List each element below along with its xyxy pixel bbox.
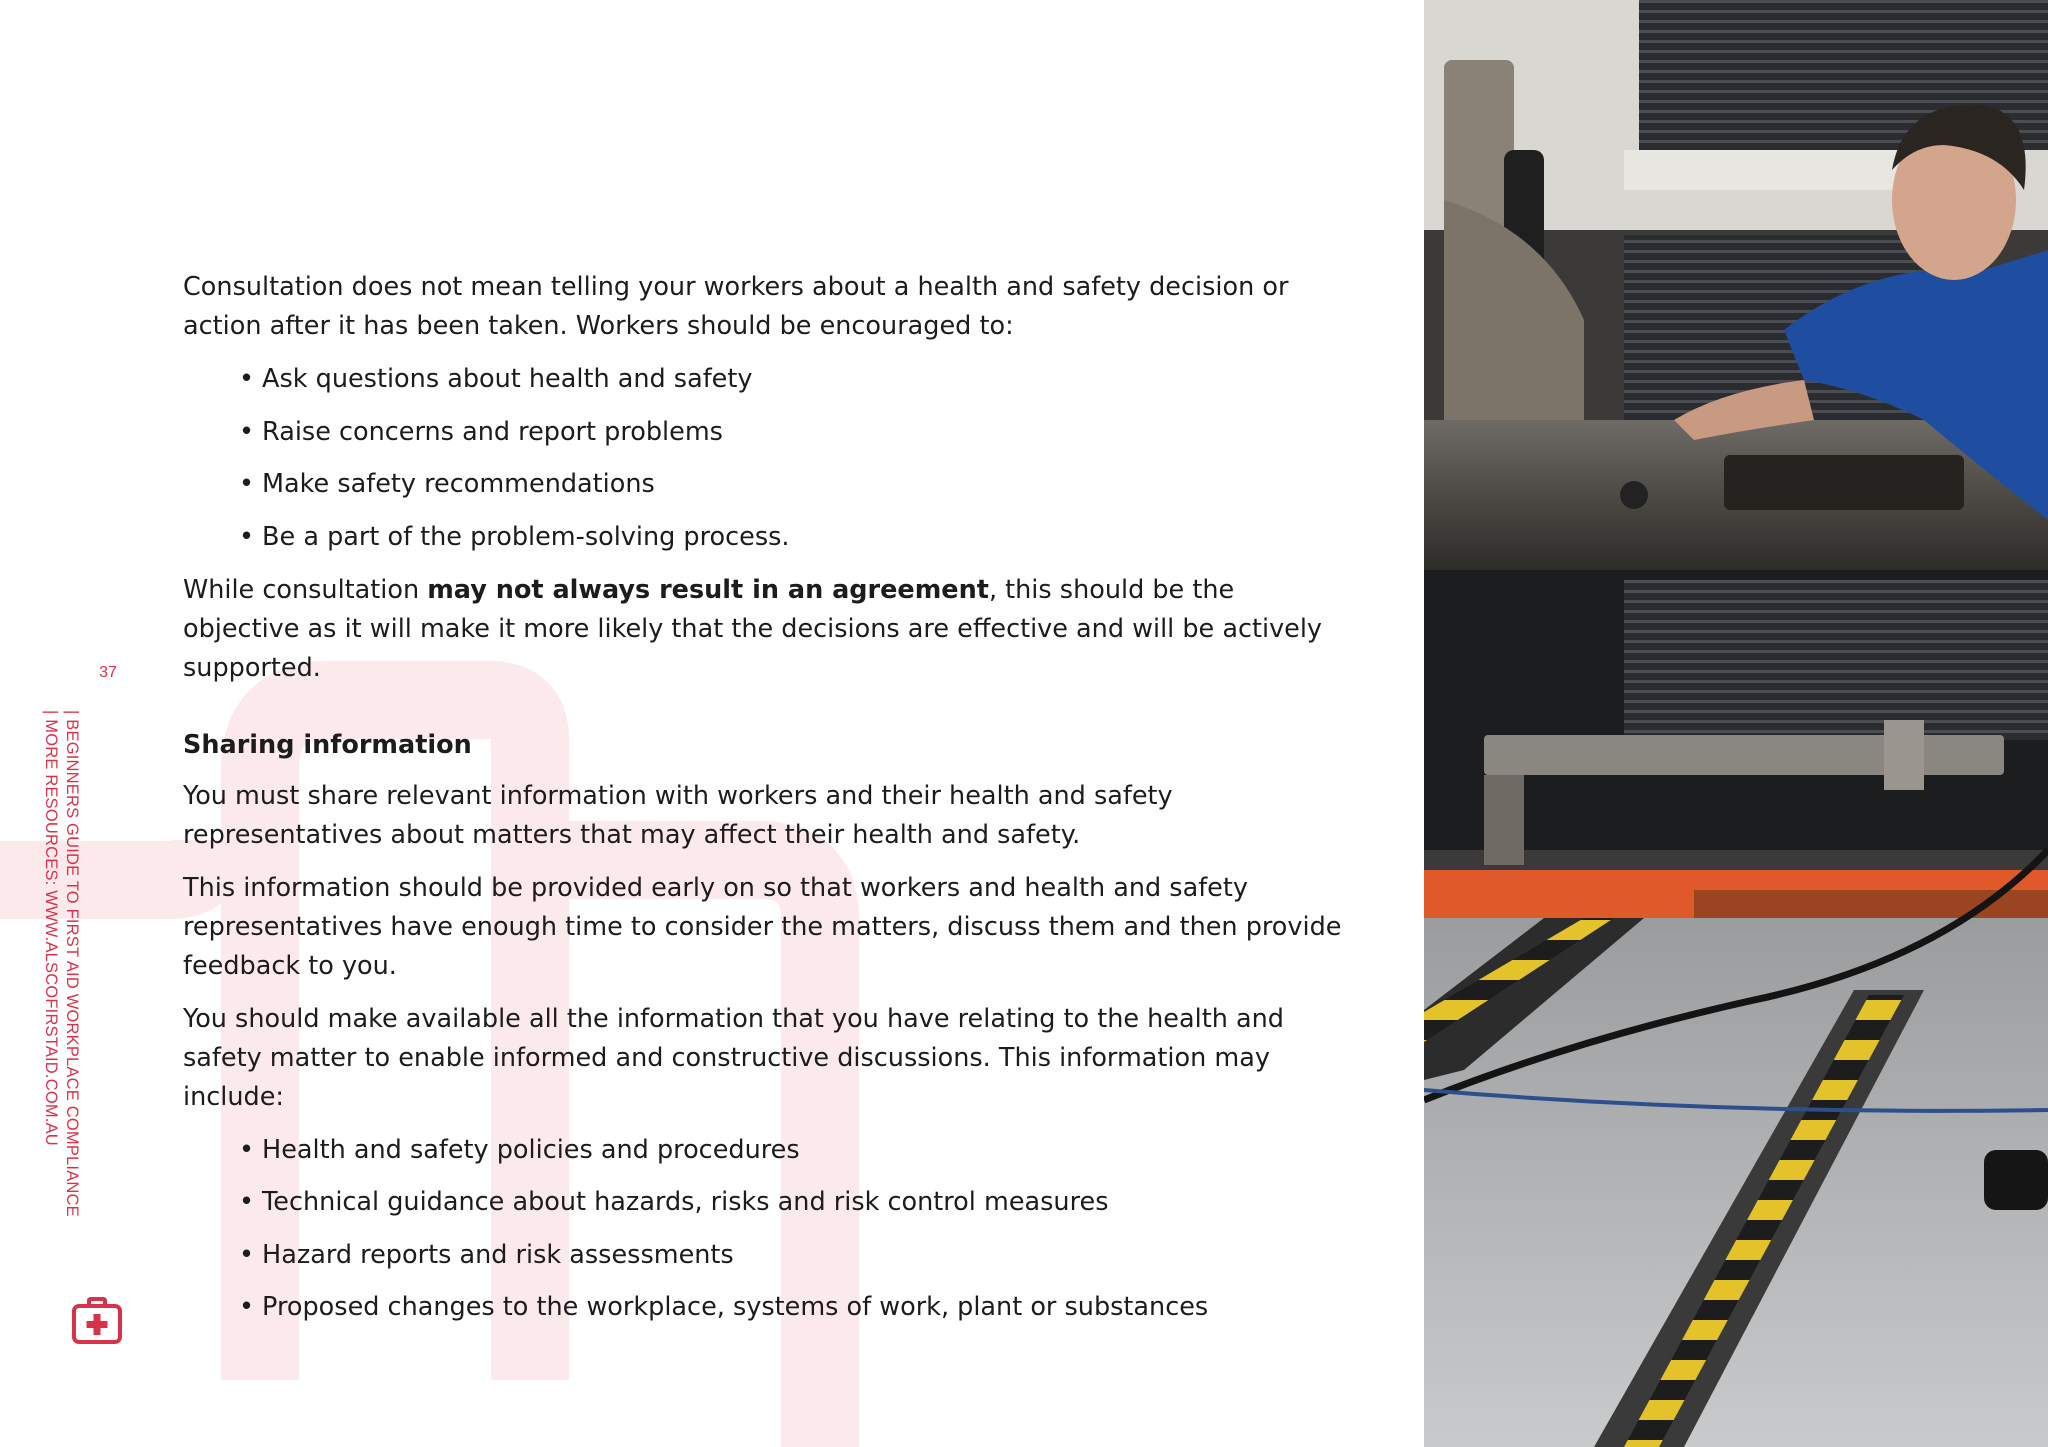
list-item: • Proposed changes to the workplace, systems of work, plant or substances [239, 1288, 1353, 1327]
list-item: • Technical guidance about hazards, risks and risk control measures [239, 1183, 1353, 1222]
intro-paragraph: Consultation does not mean telling your workers about a health and safety decision or action after it has been taken. Workers should be encouraged to: [183, 272, 1289, 341]
agreement-emphasis: may not always result in an agreement [427, 574, 989, 605]
list-item: • Be a part of the problem-solving process. [239, 518, 1353, 557]
sidebar-guide-title-text: BEGINNERS GUIDE TO FIRST AID WORKPLACE COMPLIANCE [63, 719, 81, 1217]
sidebar-resources-text: MORE RESOURCES: WWW.ALSCOFIRSTAID.COM.AU [42, 719, 60, 1146]
mechanic-illustration [1424, 0, 2048, 1447]
page-number: 37 [99, 664, 117, 681]
list-item: • Health and safety policies and procedures [239, 1131, 1353, 1170]
sharing-heading: Sharing information [183, 729, 472, 760]
list-item: • Make safety recommendations [239, 465, 1353, 504]
main-content [183, 268, 1353, 1341]
list-item: • Ask questions about health and safety [239, 360, 1353, 399]
sharing-paragraph-3: You should make available all the information that you have relating to the health and safety matter to enable informed and constructive discussions. This information may include: [183, 1003, 1284, 1112]
agreement-text-after: , this should be the objective as it will make it more likely that the decisions are effective and will be actively supported. [183, 574, 1323, 683]
sidebar-resources: | MORE RESOURCES: WWW.ALSCOFIRSTAID.COM.AU [42, 710, 60, 1146]
information-list [183, 1131, 1353, 1328]
sidebar-text [40, 710, 82, 1217]
sidebar-guide-title: | BEGINNERS GUIDE TO FIRST AID WORKPLACE COMPLIANCE [63, 710, 81, 1217]
sharing-paragraph-2: This information should be provided early on so that workers and health and safety representatives have enough time to consider the matters, discuss them and then provide feedback to you. [183, 872, 1342, 981]
mechanic-photo [1424, 0, 2048, 1447]
list-item: • Hazard reports and risk assessments [239, 1236, 1353, 1275]
sharing-paragraph-1: You must share relevant information with workers and their health and safety representatives about matters that may affect their health and safety. [183, 780, 1173, 850]
agreement-paragraph [183, 571, 1353, 688]
list-item: • Raise concerns and report problems [239, 413, 1353, 452]
encourage-list [183, 360, 1353, 557]
agreement-text-before: While consultation [183, 574, 428, 605]
first-aid-kit-icon [71, 1297, 123, 1345]
